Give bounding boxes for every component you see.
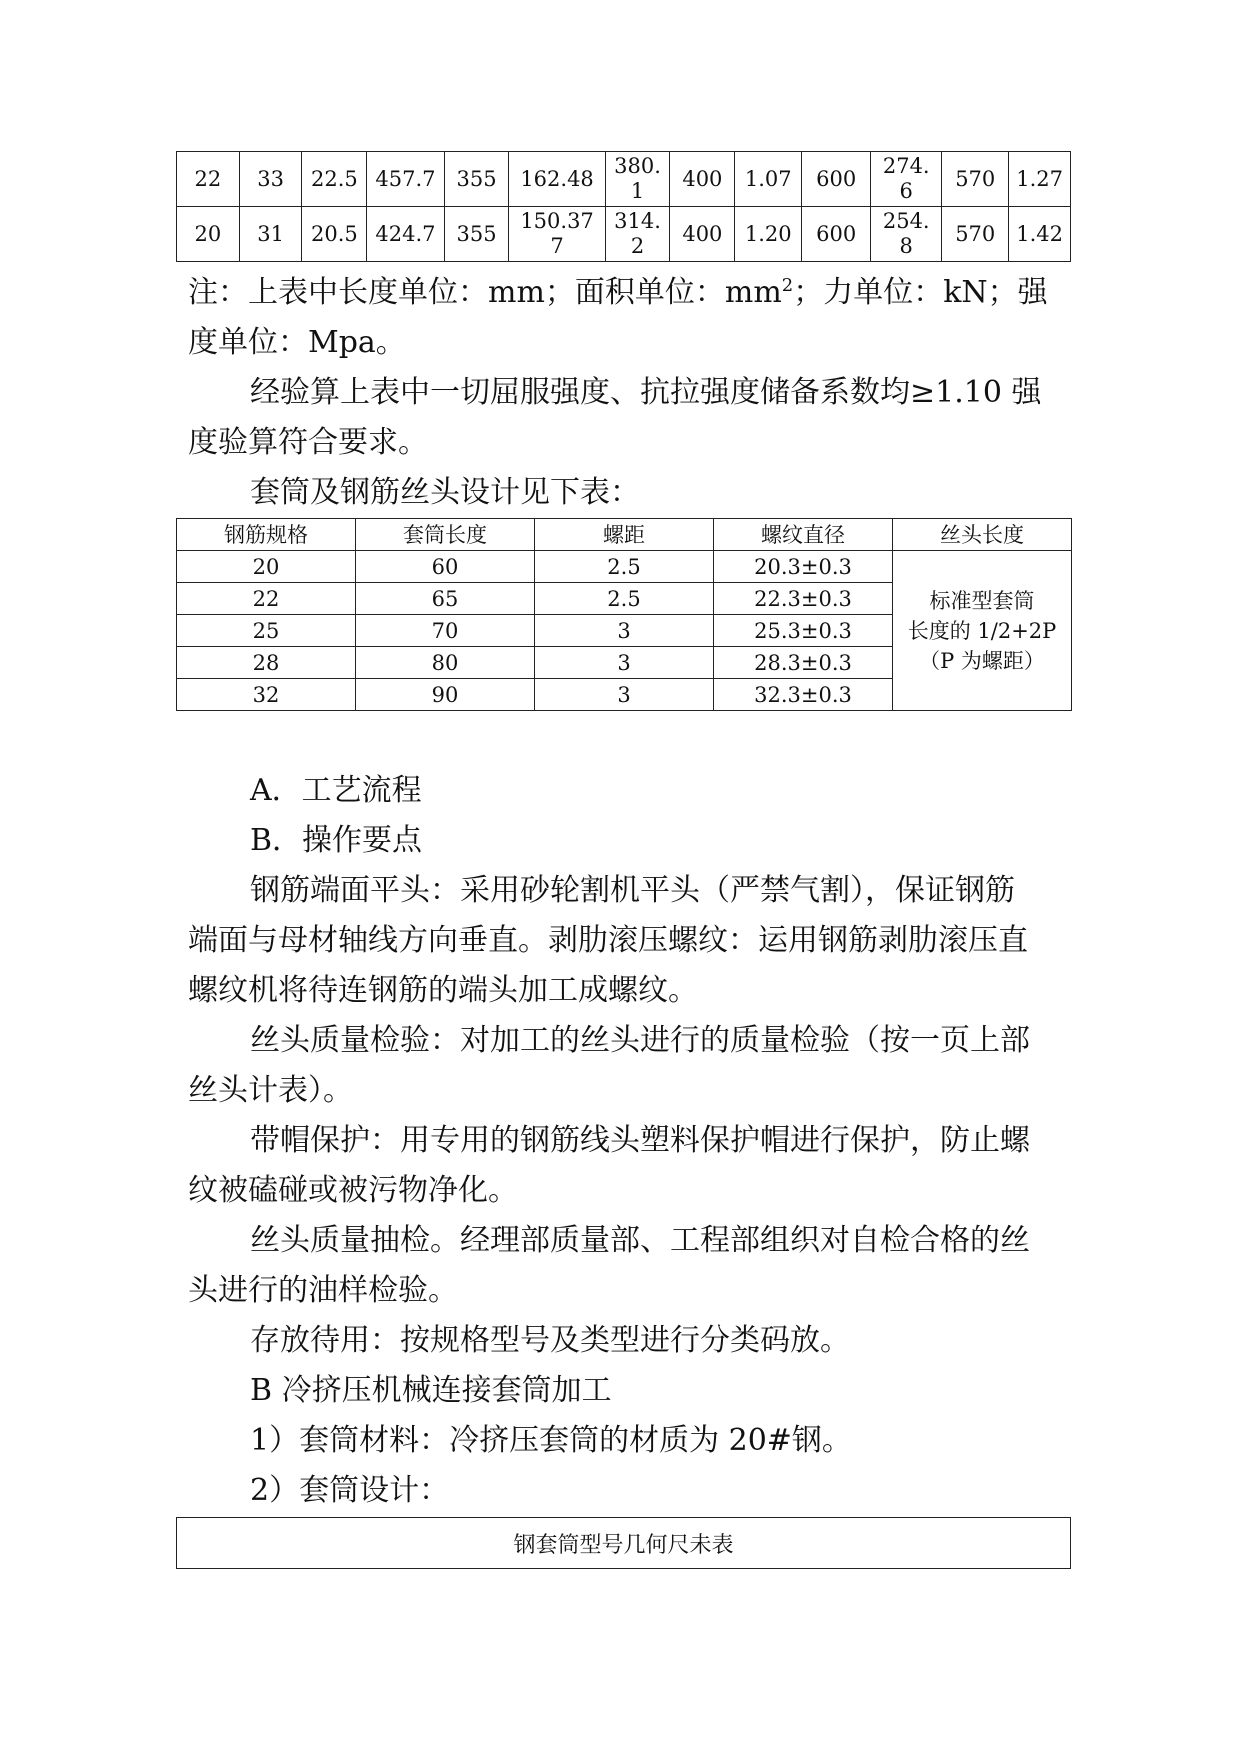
sleeve-dimension-title-row <box>177 1518 1071 1569</box>
sleeve-table-cell: 28.3±0.3 <box>714 647 893 679</box>
sleeve-table-cell: 3 <box>535 679 714 711</box>
para4-line2: 头进行的油样检验。 <box>188 1273 458 1308</box>
sleeve-table-cell: 65 <box>356 583 535 615</box>
sleeve-table-body <box>177 551 1072 711</box>
sleeve-table-row <box>177 551 1072 583</box>
unit-note-superscript: 2 <box>781 275 794 296</box>
check-line1: 经验算上表中一切屈服强度、抗拉强度储备系数均≥1.10 强 <box>250 375 1042 410</box>
strength-table-cell: 424.7 <box>367 207 444 262</box>
para1-line3: 螺纹机将待连钢筋的端头加工成螺纹。 <box>188 973 698 1008</box>
strength-table-cell: 570 <box>942 207 1009 262</box>
sleeve-table-cell: 60 <box>356 551 535 583</box>
check-line2: 度验算符合要求。 <box>188 425 428 460</box>
strength-table-cell: 162.48 <box>509 152 605 207</box>
sleeve-table-cell: 25 <box>177 615 356 647</box>
sleeve-table-cell: 25.3±0.3 <box>714 615 893 647</box>
sleeve-table-cell: 20.3±0.3 <box>714 551 893 583</box>
sleeve-table-header-row <box>177 519 1072 551</box>
sleeve-table-cell: 28 <box>177 647 356 679</box>
strength-table-cell: 33 <box>239 152 302 207</box>
strength-table-cell: 1.42 <box>1009 207 1071 262</box>
strength-table-cell: 22.5 <box>302 152 367 207</box>
strength-table-cell: 600 <box>802 152 871 207</box>
sleeve-table-cell: 22 <box>177 583 356 615</box>
sleeve-table-cell: 3 <box>535 647 714 679</box>
section-a-process-flow: A．工艺流程 <box>250 773 422 808</box>
strength-table-cell: 254. 8 <box>871 207 942 262</box>
sleeve-dimension-table-title: 钢套筒型号几何尺未表 <box>177 1518 1071 1569</box>
table2-intro: 套筒及钢筋丝头设计见下表： <box>250 475 640 510</box>
para5: 存放待用：按规格型号及类型进行分类码放。 <box>250 1323 850 1358</box>
header-rebar-spec: 钢筋规格 <box>177 519 356 551</box>
header-thread-diameter: 螺纹直径 <box>714 519 893 551</box>
para3-line2: 纹被磕碰或被污物净化。 <box>188 1173 518 1208</box>
para1-line2: 端面与母材轴线方向垂直。剥肋滚压螺纹：运用钢筋剥肋滚压直 <box>188 923 1028 958</box>
item2-sleeve-design: 2）套筒设计： <box>250 1473 450 1508</box>
strength-table-row <box>177 207 1071 262</box>
sleeve-table-cell: 90 <box>356 679 535 711</box>
strength-table-cell: 1.27 <box>1009 152 1071 207</box>
strength-table-cell: 1.20 <box>735 207 802 262</box>
strength-table-cell: 400 <box>670 152 735 207</box>
strength-table-cell: 20.5 <box>302 207 367 262</box>
unit-note-text-b: ；力单位：kN；强 <box>793 275 1048 310</box>
strength-table-cell: 355 <box>444 207 509 262</box>
header-pitch: 螺距 <box>535 519 714 551</box>
strength-table-body <box>177 152 1071 262</box>
sleeve-thread-table <box>176 518 1072 711</box>
section-b-operation-points: B．操作要点 <box>250 823 423 858</box>
item1-sleeve-material: 1）套筒材料：冷挤压套筒的材质为 20#钢。 <box>250 1423 852 1458</box>
sleeve-table-cell: 2.5 <box>535 583 714 615</box>
strength-table-cell: 314. 2 <box>605 207 670 262</box>
sleeve-dimension-table <box>176 1517 1071 1569</box>
thread-length-note-line: （P 为螺距） <box>919 648 1045 673</box>
section-b-cold-extrusion: B 冷挤压机械连接套筒加工 <box>250 1373 612 1408</box>
strength-table-cell: 20 <box>177 207 240 262</box>
para2-line2: 丝头计表）。 <box>188 1073 353 1108</box>
para2-line1: 丝头质量检验：对加工的丝头进行的质量检验（按一页上部 <box>250 1023 1030 1058</box>
sleeve-table-cell: 80 <box>356 647 535 679</box>
strength-table-cell: 355 <box>444 152 509 207</box>
header-thread-length: 丝头长度 <box>893 519 1072 551</box>
sleeve-table-cell: 22.3±0.3 <box>714 583 893 615</box>
thread-length-note-cell <box>893 551 1072 711</box>
strength-table-cell: 22 <box>177 152 240 207</box>
para4-line1: 丝头质量抽检。经理部质量部、工程部组织对自检合格的丝 <box>250 1223 1030 1258</box>
thread-length-note-line: 标准型套筒 <box>929 588 1035 613</box>
strength-table-cell: 457.7 <box>367 152 444 207</box>
sleeve-table-cell: 32 <box>177 679 356 711</box>
sleeve-table-cell: 70 <box>356 615 535 647</box>
strength-table-cell: 400 <box>670 207 735 262</box>
strength-table <box>176 151 1071 262</box>
sleeve-table-cell: 2.5 <box>535 551 714 583</box>
strength-table-cell: 600 <box>802 207 871 262</box>
sleeve-table-cell: 20 <box>177 551 356 583</box>
sleeve-table-cell: 32.3±0.3 <box>714 679 893 711</box>
strength-table-row <box>177 152 1071 207</box>
unit-note-line1 <box>188 268 1068 318</box>
sleeve-table-cell: 3 <box>535 615 714 647</box>
unit-note-line2: 度单位：Mpa。 <box>188 325 406 360</box>
strength-table-cell: 380. 1 <box>605 152 670 207</box>
thread-length-note-line: 长度的 1/2+2P <box>907 618 1057 643</box>
strength-table-cell: 150.37 7 <box>509 207 605 262</box>
strength-table-cell: 570 <box>942 152 1009 207</box>
unit-note-text-a: 注：上表中长度单位：mm；面积单位：mm <box>188 275 782 310</box>
strength-table-cell: 31 <box>239 207 302 262</box>
header-sleeve-length: 套筒长度 <box>356 519 535 551</box>
strength-table-cell: 1.07 <box>735 152 802 207</box>
para3-line1: 带帽保护：用专用的钢筋线头塑料保护帽进行保护，防止螺 <box>250 1123 1030 1158</box>
strength-table-cell: 274. 6 <box>871 152 942 207</box>
para1-line1: 钢筋端面平头：采用砂轮割机平头（严禁气割），保证钢筋 <box>250 873 1015 908</box>
